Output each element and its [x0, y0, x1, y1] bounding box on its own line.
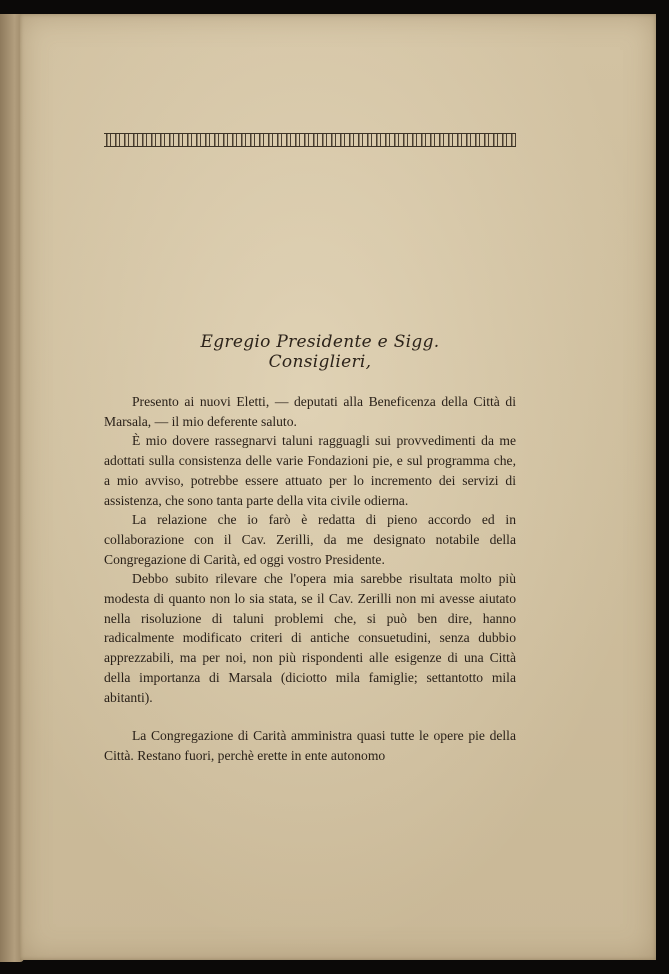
paragraph-1: Presento ai nuovi Eletti, — deputati alla Beneficenza della Città di Marsala, — il mio deferente saluto. [104, 394, 516, 429]
salutation: Egregio Presidente e Sigg. Consiglieri, [200, 332, 440, 372]
body-text [104, 392, 516, 766]
paragraph-4: Debbo subito rilevare che l'opera mia sarebbe risultata molto più modesta di quanto non lo sia stata, se il Cav. Zerilli non mi avesse aiutato nella risoluzione di taluni problemi che, si può ben dire, hanno radicalmente modificato criteri di antiche consuetudini, senza dubbio apprezzabili, ma per noi, non più rispondenti alle esigenze di una Città della importanza di Marsala (diciotto mila famiglie; settantotto mila abitanti). [104, 571, 516, 705]
document-page [20, 14, 656, 960]
decorative-border-ornament [104, 133, 516, 147]
paragraph-3: La relazione che io farò è redatta di pieno accordo ed in collaborazione con il Cav. Zerilli, da me designato notabile della Congregazione di Carità, ed oggi vostro Presidente. [104, 512, 516, 567]
paragraph-2: È mio dovere rassegnarvi taluni ragguagli sui provvedimenti da me adottati sulla consistenza delle varie Fondazioni pie, e sul programma che, a mio avviso, potrebbe essere attuato per lo incremento dei servizi di assistenza, che sono tanta parte della vita civile odierna. [104, 433, 516, 508]
paragraph-5: La Congregazione di Carità amministra quasi tutte le opere pie della Città. Restano fuori, perchè erette in ente autonomo [104, 728, 516, 763]
